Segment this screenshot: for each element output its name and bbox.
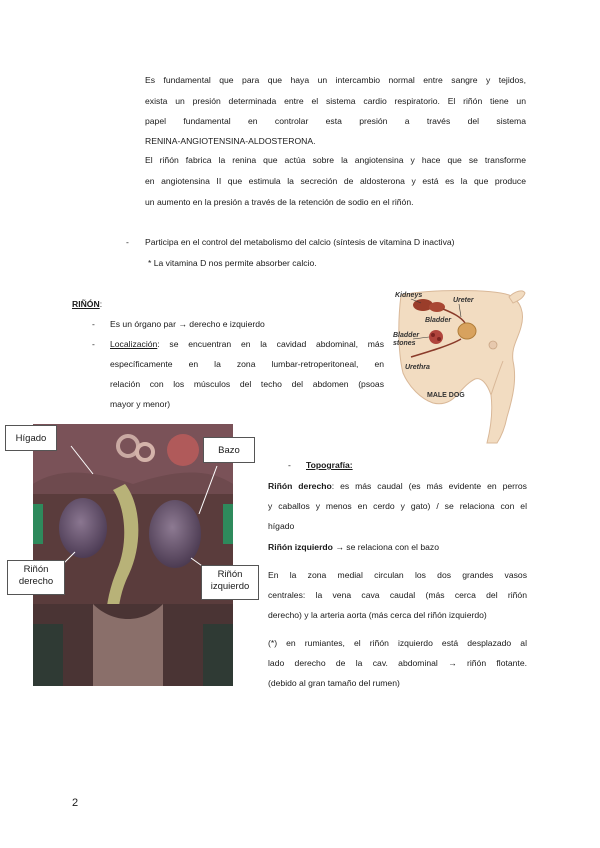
word: fundamental	[183, 116, 231, 126]
ruminant-line-2: lado derecho de la cav. abdominal → riñón flotante.	[268, 658, 527, 668]
rinon-heading-colon: :	[99, 299, 103, 309]
word: papel	[145, 116, 167, 126]
label-bladder: Bladder	[425, 317, 452, 324]
callout-line: derecho	[18, 576, 54, 587]
rinon-heading	[72, 294, 102, 315]
left-kidney-bold: Riñón izquierdo	[268, 542, 333, 552]
fur-right	[203, 624, 233, 686]
right-kidney-line-1	[268, 476, 527, 497]
drape-right	[223, 504, 233, 544]
medial-line-2: centrales: la vena cava caudal (más cerca del riñón	[268, 590, 527, 600]
dog-tail-shape	[509, 291, 525, 303]
word: sistema	[496, 116, 526, 126]
label-bladder-stones: Bladder stones	[393, 332, 420, 347]
word: controlar	[274, 116, 309, 126]
vitamin-d-note: * La vitamina D nos permite absorber calcio.	[148, 258, 317, 268]
label-ureter: Ureter	[453, 297, 474, 304]
intro-line-1: Es fundamental que para que haya un intercambio normal entre sangre y tejidos,	[145, 75, 526, 85]
bullet-dash: -	[288, 460, 291, 470]
bullet-dash: -	[92, 319, 95, 329]
left-kidney-shape	[149, 500, 201, 568]
right-kidney-bold: Riñón derecho	[268, 481, 332, 491]
callout-line: Riñón	[217, 569, 243, 580]
callout-higado: Hígado	[5, 425, 57, 451]
word: a	[404, 116, 410, 126]
localizacion-line-3: relación con los músculos del techo del abdomen (psoas	[110, 379, 384, 389]
kidney-dissection-photo	[33, 424, 233, 686]
testis-shape	[489, 341, 497, 349]
intro-line-4: RENINA-ANGIOTENSINA-ALDOSTERONA.	[145, 136, 316, 146]
callout-rinon-derecho	[7, 560, 65, 595]
right-kidney-line-3: hígado	[268, 521, 295, 531]
topografia-label: Topografía:	[306, 460, 353, 470]
intro-line-5: El riñón fabrica la renina que actúa sobre la angiotensina y hace que se transforme	[145, 155, 526, 165]
localizacion-line-4: mayor y menor)	[110, 399, 171, 409]
intro-line-7: un aumento en la presión a través de la retención de sodio en el riñón.	[145, 197, 414, 207]
ruminant-line-3: (debido al gran tamaño del rumen)	[268, 678, 400, 688]
word: presión	[359, 116, 388, 126]
label-urethra: Urethra	[405, 364, 430, 371]
medial-line-3: derecho) y la arteria aorta (más cerca del riñón izquierdo)	[268, 610, 487, 620]
ruminant-line-1: (*) en rumiantes, el riñón izquierdo está desplazado al	[268, 638, 527, 648]
bladder-stones-shape	[429, 330, 443, 344]
rinon-item-1: Es un órgano par → derecho e izquierdo	[110, 319, 265, 329]
bullet-dash: -	[92, 339, 95, 349]
label-kidneys: Kidneys	[395, 292, 423, 299]
rinon-heading-text: RIÑÓN	[72, 299, 100, 309]
localizacion-line-1	[110, 334, 384, 355]
stomach-shape	[167, 434, 199, 466]
localizacion-line-2: específicamente en la zona lumbar-retroperitoneal, en	[110, 359, 384, 369]
callout-line: izquierdo	[210, 581, 250, 592]
right-kidney-line-2: y caballos y menos en cerdo y gato) / se relaciona con el	[268, 501, 527, 511]
stone-dot	[431, 333, 435, 337]
right-kidney-shape	[59, 498, 107, 558]
word: esta	[325, 116, 342, 126]
intro-line-2: exista un presión determinada entre el sistema cardio respiratorio. El riñón tiene un	[145, 96, 526, 106]
callout-bazo: Bazo	[203, 437, 255, 463]
word: en	[248, 116, 258, 126]
calcium-text: Participa en el control del metabolismo del calcio (síntesis de vitamina D inactiva)	[145, 237, 455, 247]
word: través	[426, 116, 451, 126]
label-male-dog: MALE DOG	[427, 392, 465, 399]
drape-left	[33, 504, 43, 544]
right-kidney-text: : es más caudal (es más evidente en perros	[331, 481, 527, 491]
callout-rinon-izquierdo	[201, 565, 259, 600]
callout-line: Riñón	[23, 564, 49, 575]
left-kidney-line	[268, 537, 439, 558]
dissection-photo-svg	[33, 424, 233, 686]
page-number: 2	[72, 797, 79, 809]
left-kidney-text: → se relaciona con el bazo	[332, 542, 439, 552]
medial-line-1: En la zona medial circulan los dos grandes vasos	[268, 570, 527, 580]
localizacion-label: Localización	[110, 339, 158, 349]
dog-diagram-svg	[391, 287, 527, 447]
bullet-dash: -	[126, 237, 129, 247]
intro-line-6: en angiotensina II que estimula la secreción de aldosterona y está es la que produce	[145, 176, 526, 186]
intro-line-3	[145, 111, 526, 132]
bladder-shape	[458, 323, 476, 339]
male-dog-urinary-diagram	[391, 287, 527, 447]
fur-left	[33, 624, 63, 686]
localizacion-text: : se encuentran en la cavidad abdominal, más	[157, 339, 384, 349]
stone-dot	[437, 337, 441, 341]
word: del	[467, 116, 480, 126]
kidney-shape	[429, 302, 445, 312]
